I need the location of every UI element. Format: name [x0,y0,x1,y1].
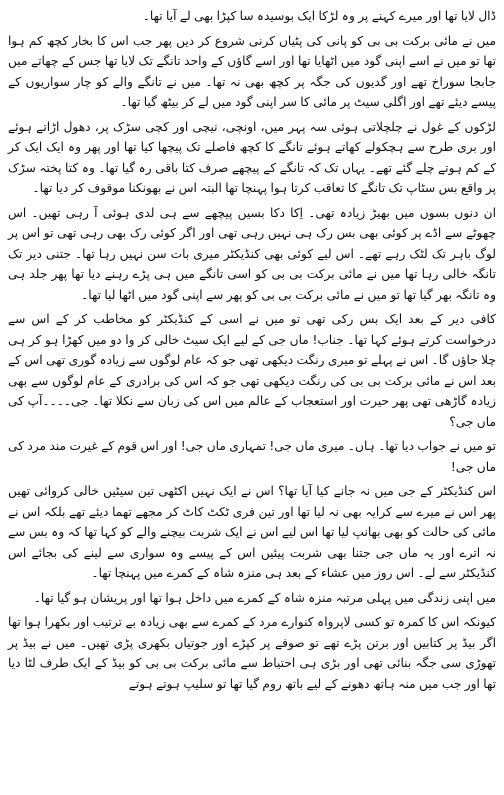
paragraph-2: میں نے مائی برکت بی بی کو پانی کی پٹیاں کرنی شروع کر دیں پھر جب اس کا بخار کچھ کم ہوا تھا تو میں نے اسے اپنی گود میں اٹھایا تھا اور اسے گاؤں کے واحد تانگے تک لایا تھا جس کے چھاتے میں جابجا سوراخ تھے اور گدیوں کی جگہ پر کچھ بھی نہ تھا۔ میں نے تانگے والے کو چار سواریوں کے پیسے دیئے تھے اور اگلی سیٹ پر مائی کا سر اپنی گود میں لے کر بیٹھ گیا تھا۔ [8,33,496,109]
paragraph-8: میں اپنی زندگی میں پہلی مرتبہ منزہ شاہ کے کمرے میں داخل ہوا تھا اور پریشان ہو گیا تھا۔ [33,590,496,605]
paragraph-7: اس کنڈیکٹر کے جی میں نہ جانے کیا آیا تھا؟ اس نے ایک نہیں اکٹھی تین سیٹیں خالی کروائی تھیں پھر اس نے میرے سے کرایہ بھی نہ لیا تھا اور تین فری ٹکٹ کاٹ کر مجھے تھما دیئے تھے بلکہ اس نے مائی کی حالت کو بھی بھانپ لیا تھا اس لیے اس نے ایک شربت بیچنے والے کو کہا تھا کہ وہ بس سے نہ اترے اور یہ ماں جی جتنا بھی شربت پیئیں اس کے پیسے وہ سواری سے لینے کی بجائے اس کنڈیکٹر سے لے۔ اس روز میں عشاء کے بعد ہی منزہ شاہ کے کمرے میں پہنچا تھا۔ [8,484,496,580]
paragraph-9: کیونکہ اس کا کمرہ تو کسی لاپرواہ کنوارے مرد کے کمرے سے بھی زیادہ بے ترتیب اور بکھرا ہوا تھا اگر بیڈ پر کتابیں اور برتن پڑے تھے تو صوفے پر کپڑے اور جوتیاں بکھری پڑی تھیں۔ میں نے بیڈ پر تھوڑی سی جگہ بنائی تھی اور بڑی ہی احتیاط سے مائی برکت بی بی کو بیڈ کے ایک طرف لٹا دیا تھا اور جب میں منہ ہاتھ دھونے کے لیے باتھ روم گیا تھا تو سلیپ ہوتے ہوتے [8,615,496,691]
paragraph-3: لڑکوں کے غول نے چلچلاتی ہوئی سہ پہر میں، اونچی، نیچی اور کچی سڑک پر، دھول اڑاتے ہوئے اور بری طرح سے ہچکولے کھاتے ہوئے تانگے کا کچھ فاصلے تک پیچھا کیا تھا اور پھر وہ ایک ایک کر کے کم ہوتے چلے گئے تھے۔ یہاں تک کہ تانگے کے پیچھے صرف کتا باقی رہ گیا تھا۔ وہ کتا پختہ سڑک پر واقع بس سٹاپ تک تانگے کا تعاقب کرتا ہوا پہنچا تھا البتہ اس نے بھونکنا موقوف کر دیا تھا۔ [8,119,496,195]
paragraph-5: کافی دیر کے بعد ایک بس رکی تھی تو میں نے اسی کے کنڈیکٹر کو مخاطب کر کے اس سے درخواست کرتے ہوئے کہا تھا۔ جناب! ماں جی کے لیے ایک سیٹ خالی کر وا دو میں کھڑا ہو کر ہی چلا جاؤں گا۔ اس نے پہلے تو میری رنگت دیکھی تھی جو کہ عام لوگوں سے زیادہ گوری تھی اس کے بعد اس نے مائی برکت بی بی کی رنگت دیکھی تھی جو کہ اس کی برادری کے عام لوگوں سے بھی زیادہ گاڑھی تھی پھر حیرت اور استعجاب کے عالم میں اس کی زبان سے نکلا تھا۔ جی۔۔۔۔آپ کی ماں جی؟ [8,312,496,429]
paragraph-4: ان دنوں بسوں میں بھیڑ زیادہ تھی۔ اِکا دکا بسیں پیچھے سے ہی لدی ہوئی آ رہی تھیں۔ اس چھوٹے سے اڈے پر کوئی بھی بس رک ہی نہیں رہی تھی اور اگر کوئی رک بھی رہی تھی تو اس پر لوگ باہر تک لٹک رہے تھے۔ اس لیے کوئی بھی کنڈیکٹر میری بات سن نہیں رہا تھا۔ جتنی دیر تک تانگہ خالی رہا تھا میں نے مائی برکت بی بی کو اسی تانگے میں ہی پڑے رہنے دیا تھا پھر جلد ہی وہ تانگہ بھر گیا تھا تو میں نے مائی برکت بی بی کو پھر سے اپنی گود میں اٹھا لیا تھا۔ [8,205,496,302]
paragraph-6: تو میں نے جواب دیا تھا۔ ہاں۔ میری ماں جی! تمہاری ماں جی! اور اس قوم کے غیرت مند مرد کی ماں جی! [8,439,496,474]
paragraph-1: ڈال لایا تھا اور میرے کہنے پر وہ لڑکا ایک بوسیدہ سا کپڑا بھی لے آیا تھا۔ [142,9,496,23]
